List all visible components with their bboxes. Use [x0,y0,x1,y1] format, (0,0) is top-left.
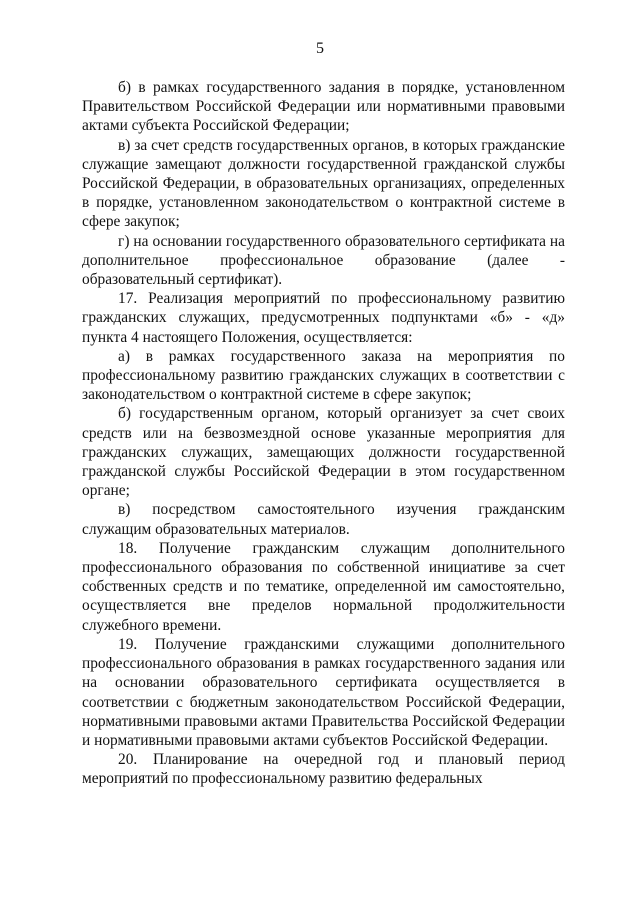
paragraph-17b: б) государственным органом, который организует за счет своих средств или на безвозмездной основе указанные мероприятия для гражданских служащих, замещающих должности государственной гражданской службы Российской Федерации в этом государственном органе; [82,405,565,500]
paragraph-18: 18. Получение гражданским служащим дополнительного профессионального образования по собственной инициативе за счет собственных средств и по тематике, определенной им самостоятельно, осуществляется вне пределов нормальной продолжительности служебного времени. [82,539,565,634]
paragraph-16g: г) на основании государственного образовательного сертификата на дополнительное профессиональное образование (далее - образовательный сертификат). [82,232,565,289]
page-number: 5 [316,40,324,57]
paragraph-16v: в) за счет средств государственных органов, в которых гражданские служащие замещают должности государственной гражданской службы Российской Федерации, в образовательных организациях, определенных в порядке, установленном законодательством о контрактной системе в сфере закупок; [82,136,565,231]
paragraph-17: 17. Реализация мероприятий по профессиональному развитию гражданских служащих, предусмотренных подпунктами «б» - «д» пункта 4 настоящего Положения, осуществляется: [82,290,565,346]
document-body [82,78,565,789]
paragraph-20: 20. Планирование на очередной год и плановый период мероприятий по профессиональному развитию федеральных [82,751,565,788]
paragraph-17v: в) посредством самостоятельного изучения гражданским служащим образовательных материалов. [82,501,565,538]
paragraph-16b: б) в рамках государственного задания в порядке, установленном Правительством Российской Федерации или нормативными правовыми актами субъекта Российской Федерации; [82,79,565,135]
paragraph-19: 19. Получение гражданскими служащими дополнительного профессионального образования в рамках государственного задания или на основании образовательного сертификата осуществляется в соответствии с бюджетным законодательством Российской Федерации, нормативными правовыми актами Правительства Российской Федерации и нормативными правовыми актами субъектов Российской Федерации. [82,635,565,749]
paragraph-17a: а) в рамках государственного заказа на мероприятия по профессиональному развитию гражданских служащих в соответствии с законодательством о контрактной системе в сфере закупок; [82,347,565,404]
